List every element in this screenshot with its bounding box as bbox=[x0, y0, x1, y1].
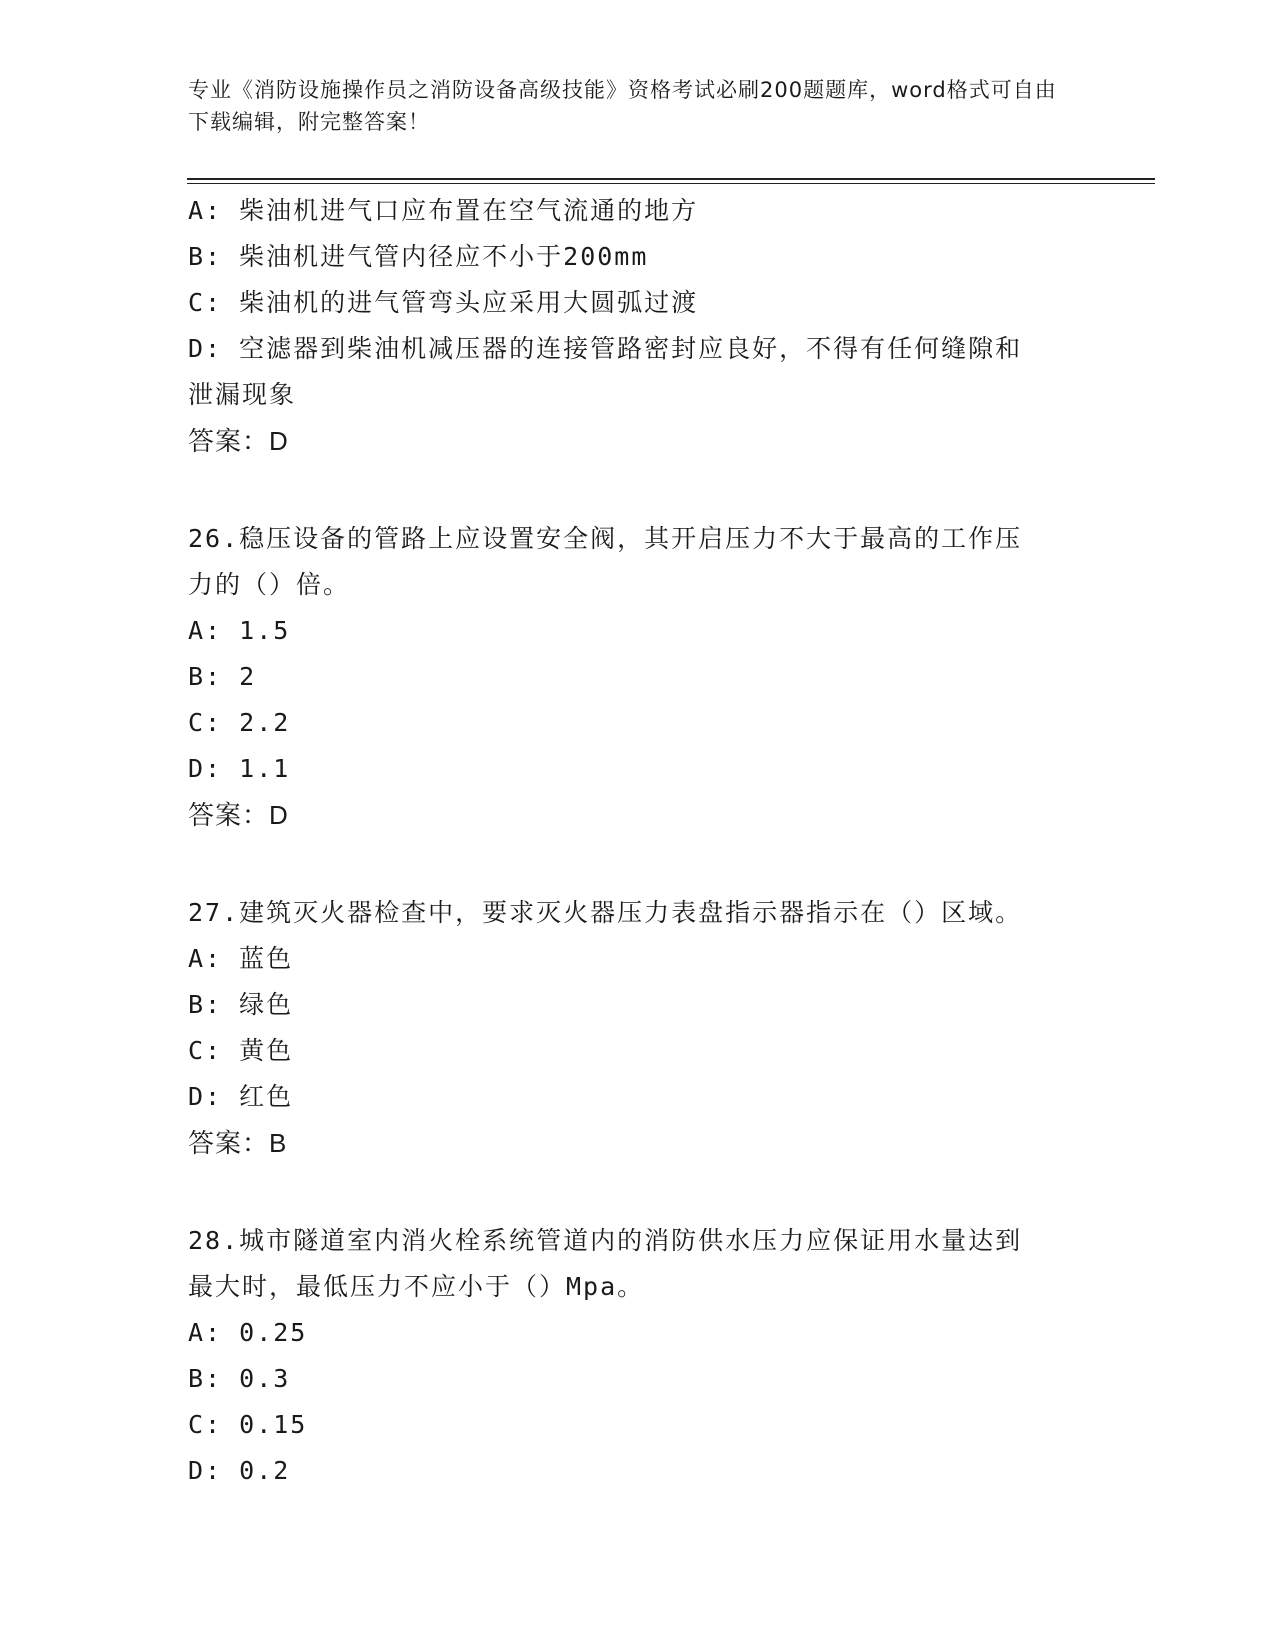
option-b: B: 绿色 bbox=[188, 990, 294, 1019]
question-stem: 28.城市隧道室内消火栓系统管道内的消防供水压力应保证用水量达到最大时，最低压力不应小于（）Mpa。 bbox=[188, 1226, 1023, 1301]
question-27 bbox=[188, 890, 1088, 1166]
option-d: D: 红色 bbox=[188, 1082, 294, 1111]
answer: 答案：D bbox=[188, 800, 289, 830]
question-26 bbox=[188, 516, 1088, 838]
question-stem: 26.稳压设备的管路上应设置安全阀，其开启压力不大于最高的工作压力的（）倍。 bbox=[188, 524, 1023, 599]
header-rule-thin bbox=[187, 183, 1155, 184]
option-c: C: 黄色 bbox=[188, 1036, 294, 1065]
spacer bbox=[188, 464, 1088, 516]
option-a: A: 柴油机进气口应布置在空气流通的地方 bbox=[188, 196, 699, 225]
option-c: C: 2.2 bbox=[188, 708, 291, 737]
option-d: D: 空滤器到柴油机减压器的连接管路密封应良好，不得有任何缝隙和泄漏现象 bbox=[188, 334, 1023, 409]
spacer bbox=[188, 838, 1088, 890]
question-stem: 27.建筑灭火器检查中，要求灭火器压力表盘指示器指示在（）区域。 bbox=[188, 898, 1023, 927]
option-a: A: 0.25 bbox=[188, 1318, 308, 1347]
option-a: A: 1.5 bbox=[188, 616, 291, 645]
answer: 答案：B bbox=[188, 1128, 288, 1158]
answer: 答案：D bbox=[188, 426, 289, 456]
option-a: A: 蓝色 bbox=[188, 944, 294, 973]
option-b: B: 柴油机进气管内径应不小于200mm bbox=[188, 242, 649, 271]
document-header bbox=[188, 74, 1068, 138]
header-text: 专业《消防设施操作员之消防设备高级技能》资格考试必刷200题题库，word格式可自由下载编辑，附完整答案！ bbox=[188, 78, 1057, 134]
question-25-continued bbox=[188, 188, 1088, 464]
spacer bbox=[188, 1166, 1088, 1218]
question-28 bbox=[188, 1218, 1088, 1494]
option-b: B: 0.3 bbox=[188, 1364, 291, 1393]
option-d: D: 0.2 bbox=[188, 1456, 291, 1485]
option-c: C: 0.15 bbox=[188, 1410, 308, 1439]
option-d: D: 1.1 bbox=[188, 754, 291, 783]
header-rule-thick bbox=[187, 178, 1155, 180]
option-b: B: 2 bbox=[188, 662, 257, 691]
document-body bbox=[188, 188, 1088, 1494]
option-c: C: 柴油机的进气管弯头应采用大圆弧过渡 bbox=[188, 288, 699, 317]
